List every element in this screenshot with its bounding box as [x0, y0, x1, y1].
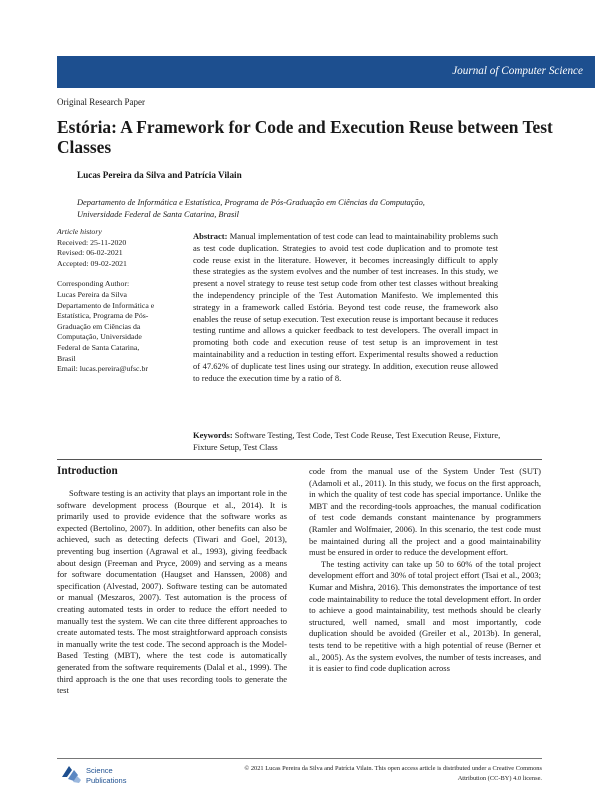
body-column-left: [57, 488, 287, 697]
journal-banner: [57, 56, 595, 88]
corresponding-line: Graduação em Ciências da: [57, 321, 141, 331]
publisher-logo: [60, 762, 170, 792]
abstract-label: Abstract:: [193, 231, 228, 241]
article-type: Original Research Paper: [57, 97, 145, 107]
affiliation-line: Universidade Federal de Santa Catarina, Brasil: [77, 210, 239, 219]
corresponding-line: Lucas Pereira da Silva: [57, 289, 127, 299]
abstract: [193, 231, 498, 384]
body-column-right: [309, 466, 541, 675]
journal-name: Journal of Computer Science: [452, 65, 583, 77]
publisher-logo-icon: [60, 762, 82, 784]
introduction-heading: Introduction: [57, 465, 118, 477]
article-sidebar: [57, 227, 177, 375]
copyright-line: © 2021 Lucas Pereira da Silva and Patrícia Vilain. This open access article is distributed under a Creative Commons: [244, 765, 542, 772]
publisher-name: [86, 766, 126, 785]
keywords-label: Keywords:: [193, 430, 233, 440]
corresponding-line: Departamento de Informática e: [57, 300, 155, 310]
copyright-line: Attribution (CC-BY) 4.0 license.: [457, 775, 542, 782]
copyright-notice: [196, 764, 542, 784]
body-paragraph: The testing activity can take up 50 to 60% of the total project development effort and 30% of total project effort (Tsai et al., 2003; Kumar and Mishra, 2016). This demonstrates the importance of test code maintainability to reduce the total development effort. In order to achieve a good maintainability, test methods should be clearly structured, well named, small and most importantly, code duplication should be avoided (Greiler et al., 2013b). In general, tests tend to be repetitive with a high potential of reuse (Berner et al., 2005). As the system evolves, the number of tests increases, and it is easier to find code duplication across: [309, 558, 541, 674]
revised-date: Revised: 06-02-2021: [57, 248, 123, 258]
author-email: Email: lucas.pereira@ufsc.br: [57, 364, 148, 374]
accepted-date: Accepted: 09-02-2021: [57, 258, 127, 268]
corresponding-line: Computação, Universidade: [57, 332, 142, 342]
keywords: [193, 430, 503, 454]
corresponding-line: Estatística, Programa de Pós-: [57, 311, 149, 321]
body-paragraph: Software testing is an activity that plays an important role in the software development process (Bourque et al., 2014). It is primarily used to provide evidence that the software works as expected (Bertolino, 2007). In addition, other benefits can also be achieved, such as detecting defects (Tiwari and Goel, 2013), preventing bug insertion (Agrawal et al., 1993), giving feedback about design (Freeman and Pryce, 2009) and serving as a means for software documentation (Haugset and Hanssen, 2008) and specification (Alvestad, 2007). Software testing can be automated or manual (Meszaros, 2007). Test automation is the process of creating automated tests in order to reduce the effort needed to manually test the system. We can cite three different approaches to create automated tests. The most straightforward approach consists in manually write the test code. The second approach is the Model-Based Testing (MBT), where the test code is automatically generated from the software requirements (Dalal et al., 1999). The third approach is the one that uses recording tools to generate the test: [57, 488, 287, 696]
publisher-name-line: Publications: [86, 775, 127, 785]
abstract-text: Manual implementation of test code can lead to maintainability problems such as test code duplication. Strategies to avoid test code duplication and to promote test code reuse exist in the literature. However, it becomes increasingly difficult to apply these strategies as the system evolves and the number of test increases. In this study, we present a novel strategy to reuse test setup code from other test classes without breaking the independency principle of the Test Automation Manifesto. We implemented this strategy in a framework called Estória. Beyond test code reuse, the framework also enables the reuse of setup execution. Test execution reuse is important because it reduces testing runtime and allows a quicker feedback to test developers. The overall impact in promoting both code and execution reuse of test setup is an improvement in test maintainability and a reduction in testing effort. Experimental results showed a reduction of 47.62% of duplicate test lines using our strategy. In addition, execution reuse allowed to reduce the execution time by a ratio of 8.: [193, 231, 499, 383]
section-divider: [57, 459, 542, 460]
paper-authors: Lucas Pereira da Silva and Patrícia Vilain: [77, 170, 242, 180]
corresponding-line: Brasil: [57, 353, 76, 363]
article-history-label: Article history: [57, 227, 102, 236]
publisher-name-line: Science: [86, 766, 113, 775]
footer-divider: [57, 758, 542, 759]
received-date: Received: 25-11-2020: [57, 237, 127, 247]
keywords-text: Software Testing, Test Code, Test Code Reuse, Test Execution Reuse, Fixture, Fixture Setup, Test Class: [193, 430, 501, 452]
corresponding-line: Corresponding Author:: [57, 279, 130, 289]
corresponding-line: Federal de Santa Catarina,: [57, 342, 140, 352]
affiliation-line: Departamento de Informática e Estatística, Programa de Pós-Graduação em Ciências da Computação,: [77, 198, 425, 207]
affiliation: [77, 197, 425, 221]
paper-title: Estória: A Framework for Code and Execution Reuse between Test Classes: [57, 117, 553, 157]
body-paragraph: code from the manual use of the System Under Test (SUT) (Adamoli et al., 2011). In this study, we focus on the first approach, in which the quality of test code has special importance. Unlike the MBT and the recording-tools approaches, the manual codification of test code demands constant maintenance by programmers (Ramler and Wolfmaier, 2006). In this scenario, the test code must be maintained during all the project and a good maintainability must be ensured in order to reduce the development effort.: [309, 466, 541, 558]
